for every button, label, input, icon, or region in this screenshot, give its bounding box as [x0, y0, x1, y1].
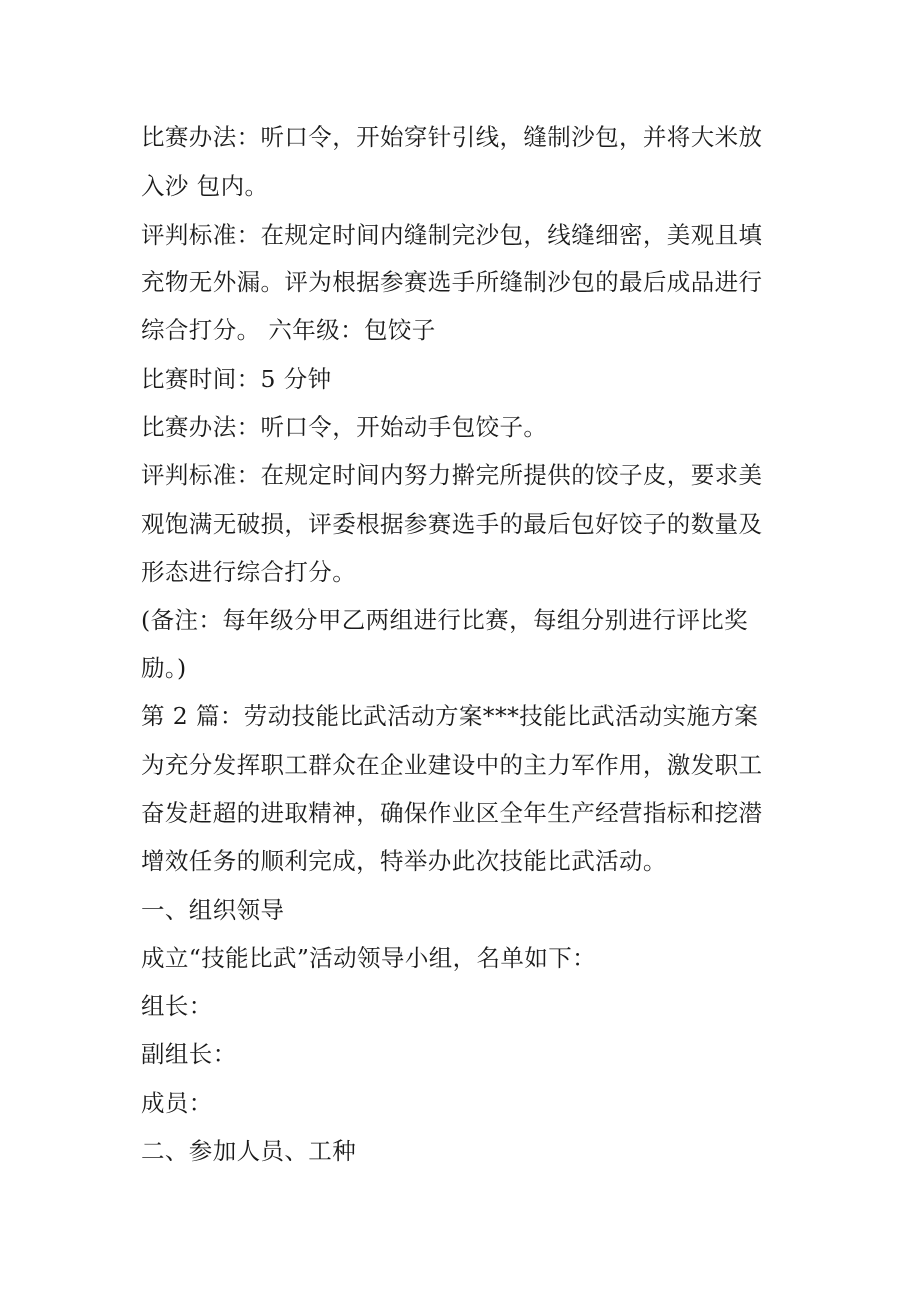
text-line: 组长： — [141, 992, 213, 1020]
text-line: 比赛办法：听口令，开始动手包饺子。 — [141, 413, 548, 441]
text-line: 比赛办法：听口令，开始穿针引线，缝制沙包，并将大米放 — [141, 123, 763, 151]
text-line: 综合打分。 六年级：包饺子 — [141, 316, 436, 344]
text-line: 比赛时间：5 分钟 — [141, 365, 332, 393]
section-heading: 一、组织领导 — [141, 896, 285, 924]
section-heading: 二、参加人员、工种 — [141, 1137, 357, 1165]
text-line: 形态进行综合打分。 — [141, 558, 357, 586]
text-line: 观饱满无破损，评委根据参赛选手的最后包好饺子的数量及 — [141, 510, 763, 538]
text-line: 副组长： — [141, 1040, 237, 1068]
text-line: 增效任务的顺利完成，特举办此次技能比武活动。 — [141, 847, 667, 875]
section-heading: 第 2 篇：劳动技能比武活动方案***技能比武活动实施方案 — [141, 702, 759, 730]
text-line: 评判标准：在规定时间内努力擀完所提供的饺子皮，要求美 — [141, 461, 763, 489]
text-line: 充物无外漏。评为根据参赛选手所缝制沙包的最后成品进行 — [141, 268, 763, 296]
text-line: 奋发赶超的进取精神，确保作业区全年生产经营指标和挖潜 — [141, 799, 763, 827]
text-line: 成立“技能比武”活动领导小组，名单如下： — [141, 944, 597, 972]
text-line: (备注：每年级分甲乙两组进行比赛，每组分别进行评比奖 — [141, 606, 749, 634]
text-line: 励。) — [141, 654, 187, 682]
text-line: 成员： — [141, 1089, 213, 1117]
text-line: 为充分发挥职工群众在企业建设中的主力军作用，激发职工 — [141, 751, 763, 779]
text-line: 评判标准：在规定时间内缝制完沙包，线缝细密，美观且填 — [141, 221, 763, 249]
text-line: 入沙 包内。 — [141, 172, 269, 200]
